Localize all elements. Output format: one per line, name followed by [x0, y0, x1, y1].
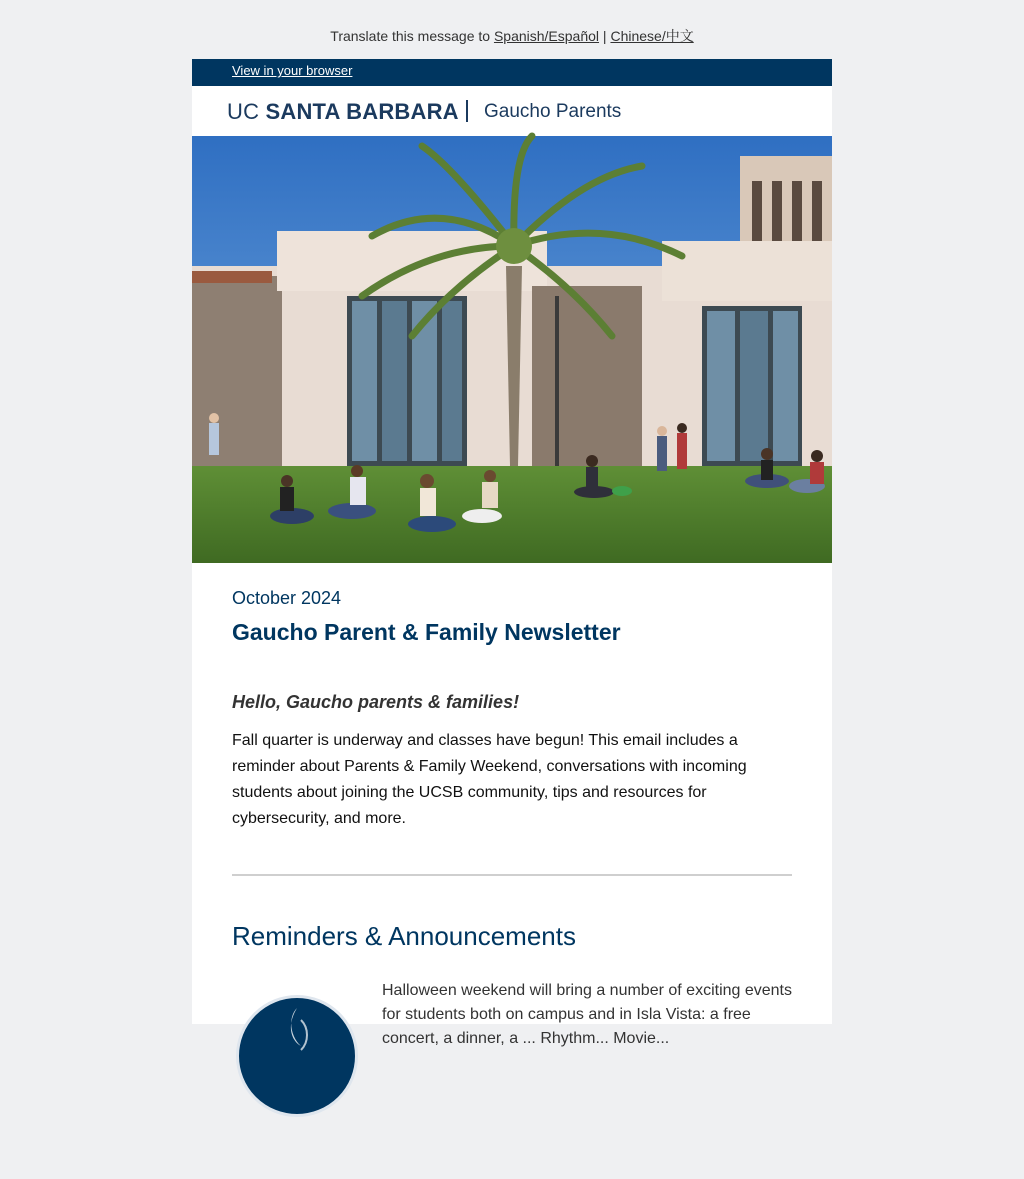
- newsletter-date: October 2024: [232, 588, 342, 608]
- intro-paragraph: Fall quarter is underway and classes have begun! This email includes a reminder about Parents & Family Weekend, conversations with incoming students about joining the UCSB community, tips and resources for cybersecurity, and more.: [232, 732, 747, 827]
- translate-spanish-link[interactable]: Spanish/Español: [493, 28, 600, 44]
- hero-image: [192, 136, 832, 563]
- logo-divider: [466, 100, 468, 122]
- newsletter-title: Gaucho Parent & Family Newsletter: [232, 619, 621, 645]
- logo-header: [192, 86, 832, 136]
- top-bar: [192, 59, 832, 86]
- logo-uc: UC: [227, 99, 266, 124]
- announcement-block: [232, 979, 792, 1179]
- translate-separator: |: [599, 28, 611, 44]
- logo-santa-barbara: SANTA BARBARA: [265, 99, 459, 124]
- halloween-badge-image: [236, 995, 358, 1117]
- section-divider: [232, 874, 792, 876]
- hero-photo-illustration: [192, 136, 832, 563]
- translate-chinese-link[interactable]: Chinese/中文: [610, 28, 694, 44]
- translate-prefix: Translate this message to: [330, 28, 494, 44]
- view-in-browser-link[interactable]: View in your browser: [232, 63, 353, 78]
- badge-illustration: [239, 998, 355, 1114]
- email-body: [192, 59, 832, 1047]
- greeting: Hello, Gaucho parents & families!: [232, 692, 520, 712]
- announcement-text: Halloween weekend will bring a number of exciting events for students both on campus and in Isla Vista: a free concert, a dinner, a ... Rhythm... Movie...: [382, 982, 792, 1047]
- reminders-heading: Reminders & Announcements: [232, 921, 576, 951]
- translate-bar: [0, 26, 1024, 46]
- newsletter-content: [192, 588, 832, 1179]
- logo-unit: Gaucho Parents: [484, 101, 622, 122]
- ucsb-logo[interactable]: [227, 99, 459, 125]
